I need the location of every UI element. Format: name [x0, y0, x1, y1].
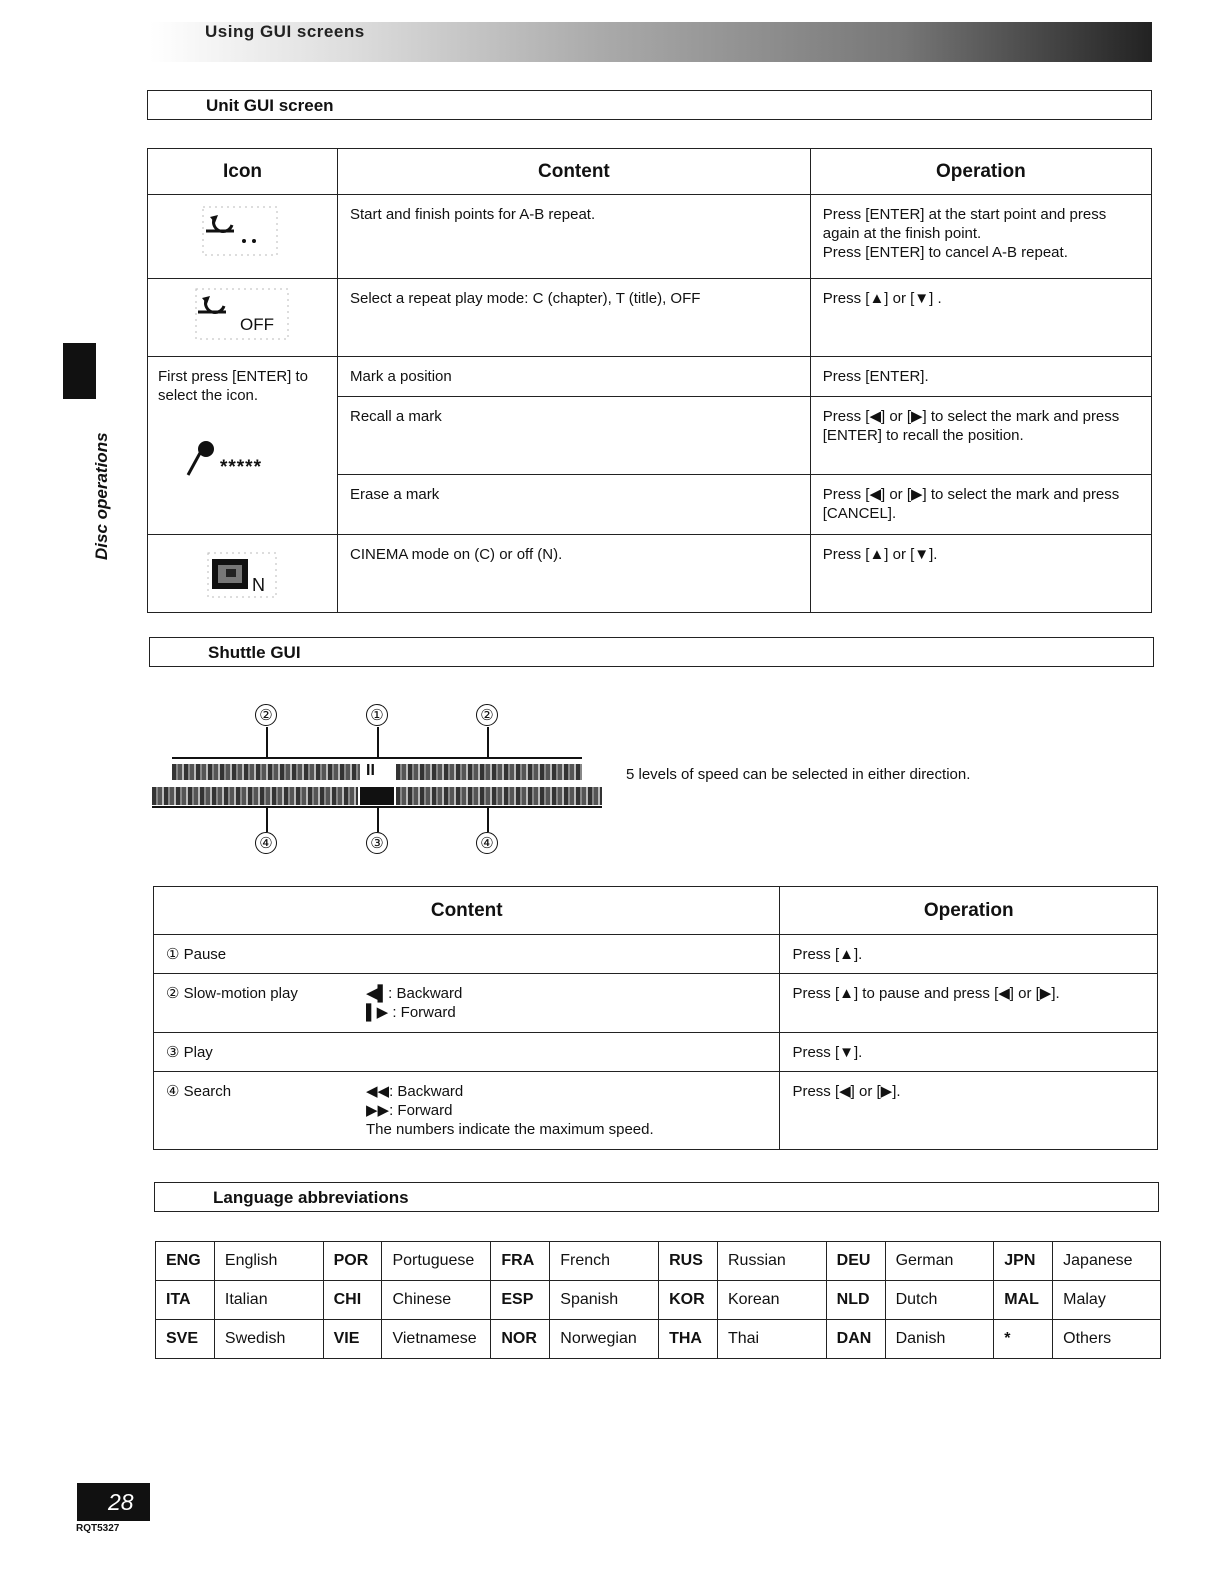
language-name: Dutch [885, 1281, 994, 1320]
col-header-operation: Operation [810, 149, 1151, 195]
shuttle-gui-section-header [149, 637, 1154, 667]
row-operation: Press [◀] or [▶] to select the mark and press [ENTER] to recall the position. [822, 408, 1120, 444]
language-name: Chinese [382, 1281, 491, 1320]
language-name: English [214, 1242, 323, 1281]
row-operation: Press [ENTER] at the start point and press again at the finish point. Press [ENTER] to cancel A-B repeat. [822, 206, 1107, 261]
ab-repeat-icon-cell [148, 195, 338, 279]
marker-icon-note: First press [ENTER] to select the icon. [158, 368, 309, 404]
cinema-icon [148, 535, 337, 613]
col-header-operation: Operation [780, 887, 1158, 935]
table-row [154, 935, 1158, 974]
row-operation: Press [▲] or [▼]. [822, 546, 938, 563]
language-section-title: Language abbreviations [213, 1188, 409, 1207]
row-content: Erase a mark [350, 486, 440, 503]
table-row [148, 535, 1152, 613]
language-code: THA [659, 1320, 718, 1359]
language-section-header [154, 1182, 1159, 1212]
col-header-content: Content [338, 149, 811, 195]
ab-repeat-icon [148, 195, 337, 274]
table-cell [780, 1072, 1158, 1150]
language-code: NLD [826, 1281, 885, 1320]
play-bar [360, 787, 394, 805]
sidebar-marker [63, 343, 96, 399]
row-operation: Press [ENTER]. [822, 368, 929, 385]
language-name: Italian [214, 1281, 323, 1320]
bracket-top [172, 757, 582, 759]
page-number: 28 [108, 1489, 134, 1515]
marker-stars: ***** [220, 457, 262, 478]
unit-gui-section-title: Unit GUI screen [206, 96, 334, 115]
table-cell [154, 1033, 780, 1072]
language-name: Spanish [550, 1281, 659, 1320]
row-label: ③ Play [166, 1044, 213, 1061]
table-cell [810, 357, 1151, 397]
language-name: Russian [717, 1242, 826, 1281]
language-code: SVE [156, 1320, 215, 1359]
callout-3: ③ [366, 832, 388, 854]
table-row [156, 1242, 1161, 1281]
unit-gui-section-header [147, 90, 1152, 120]
language-name: Others [1053, 1320, 1161, 1359]
callout-1: ① [366, 704, 388, 726]
table-cell [810, 475, 1151, 535]
table-row [154, 1072, 1158, 1150]
language-code: NOR [491, 1320, 550, 1359]
leader-line [377, 808, 379, 832]
row-operation: Press [◀] or [▶]. [792, 1083, 901, 1100]
callout-4-right: ④ [476, 832, 498, 854]
language-name: Thai [717, 1320, 826, 1359]
row-label: ② Slow-motion play [166, 985, 298, 1002]
table-cell [810, 195, 1151, 279]
row-content: CINEMA mode on (C) or off (N). [350, 546, 563, 563]
language-code: ENG [156, 1242, 215, 1281]
row-content: Mark a position [350, 368, 452, 385]
repeat-mode-icon-cell [148, 279, 338, 357]
table-cell [338, 397, 811, 475]
table-row [156, 1320, 1161, 1359]
language-code: * [994, 1320, 1053, 1359]
shuttle-header-row [154, 887, 1158, 935]
row-operation: Press [▲]. [792, 946, 863, 963]
language-name: German [885, 1242, 994, 1281]
cinema-icon-cell [148, 535, 338, 613]
col-header-icon: Icon [148, 149, 338, 195]
language-code: KOR [659, 1281, 718, 1320]
row-content: Start and finish points for A-B repeat. [350, 206, 596, 223]
leader-line [266, 808, 268, 832]
slow-backward-bar [172, 764, 360, 780]
table-cell [338, 279, 811, 357]
sidebar-label: Disc operations [92, 432, 111, 560]
pause-symbol: II [366, 762, 375, 779]
table-cell [338, 535, 811, 613]
language-code: DEU [826, 1242, 885, 1281]
table-cell [154, 974, 780, 1033]
shuttle-gui-table [153, 886, 1158, 1150]
language-table [155, 1241, 1161, 1359]
row-operation: Press [▲] to pause and press [◀] or [▶]. [792, 985, 1060, 1002]
slow-forward-bar [396, 764, 582, 780]
row-content: Recall a mark [350, 408, 442, 425]
language-code: MAL [994, 1281, 1053, 1320]
row-detail: ◀▌: Backward ▌▶ : Forward [366, 985, 463, 1021]
page-header-title: Using GUI screens [205, 22, 365, 41]
table-cell [810, 535, 1151, 613]
language-code: CHI [323, 1281, 382, 1320]
language-code: JPN [994, 1242, 1053, 1281]
document-code: RQT5327 [76, 1523, 120, 1534]
col-header-content: Content [154, 887, 780, 935]
table-row [148, 195, 1152, 279]
unit-gui-table [147, 148, 1152, 613]
table-cell [338, 357, 811, 397]
row-detail: ◀◀: Backward ▶▶: Forward The numbers indicate the maximum speed. [366, 1083, 654, 1138]
table-cell [780, 1033, 1158, 1072]
row-operation: Press [▼]. [792, 1044, 863, 1061]
table-row [148, 357, 1152, 397]
table-row [154, 974, 1158, 1033]
language-code: RUS [659, 1242, 718, 1281]
leader-line [487, 808, 489, 832]
callout-4-left: ④ [255, 832, 277, 854]
leader-line [377, 727, 379, 757]
leader-line [266, 727, 268, 757]
search-forward-bar [396, 787, 602, 805]
table-cell [810, 279, 1151, 357]
language-name: Portuguese [382, 1242, 491, 1281]
language-name: Danish [885, 1320, 994, 1359]
table-cell [338, 195, 811, 279]
table-cell [338, 475, 811, 535]
table-row [154, 1033, 1158, 1072]
language-code: FRA [491, 1242, 550, 1281]
row-label: ① Pause [166, 946, 227, 963]
callout-2-right: ② [476, 704, 498, 726]
language-name: Vietnamese [382, 1320, 491, 1359]
row-operation: Press [◀] or [▶] to select the mark and press [CANCEL]. [822, 486, 1120, 522]
language-code: ITA [156, 1281, 215, 1320]
table-cell [154, 1072, 780, 1150]
table-row [156, 1281, 1161, 1320]
row-label: ④ Search [166, 1083, 232, 1100]
language-name: Malay [1053, 1281, 1161, 1320]
language-code: VIE [323, 1320, 382, 1359]
table-row [148, 279, 1152, 357]
language-code: ESP [491, 1281, 550, 1320]
table-cell [154, 935, 780, 974]
callout-2-left: ② [255, 704, 277, 726]
language-name: Japanese [1053, 1242, 1161, 1281]
language-name: Korean [717, 1281, 826, 1320]
leader-line [487, 727, 489, 757]
language-code: POR [323, 1242, 382, 1281]
language-name: French [550, 1242, 659, 1281]
row-content: Select a repeat play mode: C (chapter), T (title), OFF [350, 290, 701, 307]
language-name: Norwegian [550, 1320, 659, 1359]
table-cell [780, 974, 1158, 1033]
marker-icon-cell [148, 357, 338, 535]
shuttle-description: 5 levels of speed can be selected in either direction. [626, 766, 971, 783]
unit-gui-header-row [148, 149, 1152, 195]
row-operation: Press [▲] or [▼] . [822, 290, 942, 307]
language-name: Swedish [214, 1320, 323, 1359]
table-cell [810, 397, 1151, 475]
shuttle-gui-section-title: Shuttle GUI [208, 643, 301, 662]
search-backward-bar [152, 787, 358, 805]
language-code: DAN [826, 1320, 885, 1359]
cinema-mode-label: N [252, 575, 265, 595]
repeat-off-label: OFF [240, 315, 274, 334]
table-cell [780, 935, 1158, 974]
